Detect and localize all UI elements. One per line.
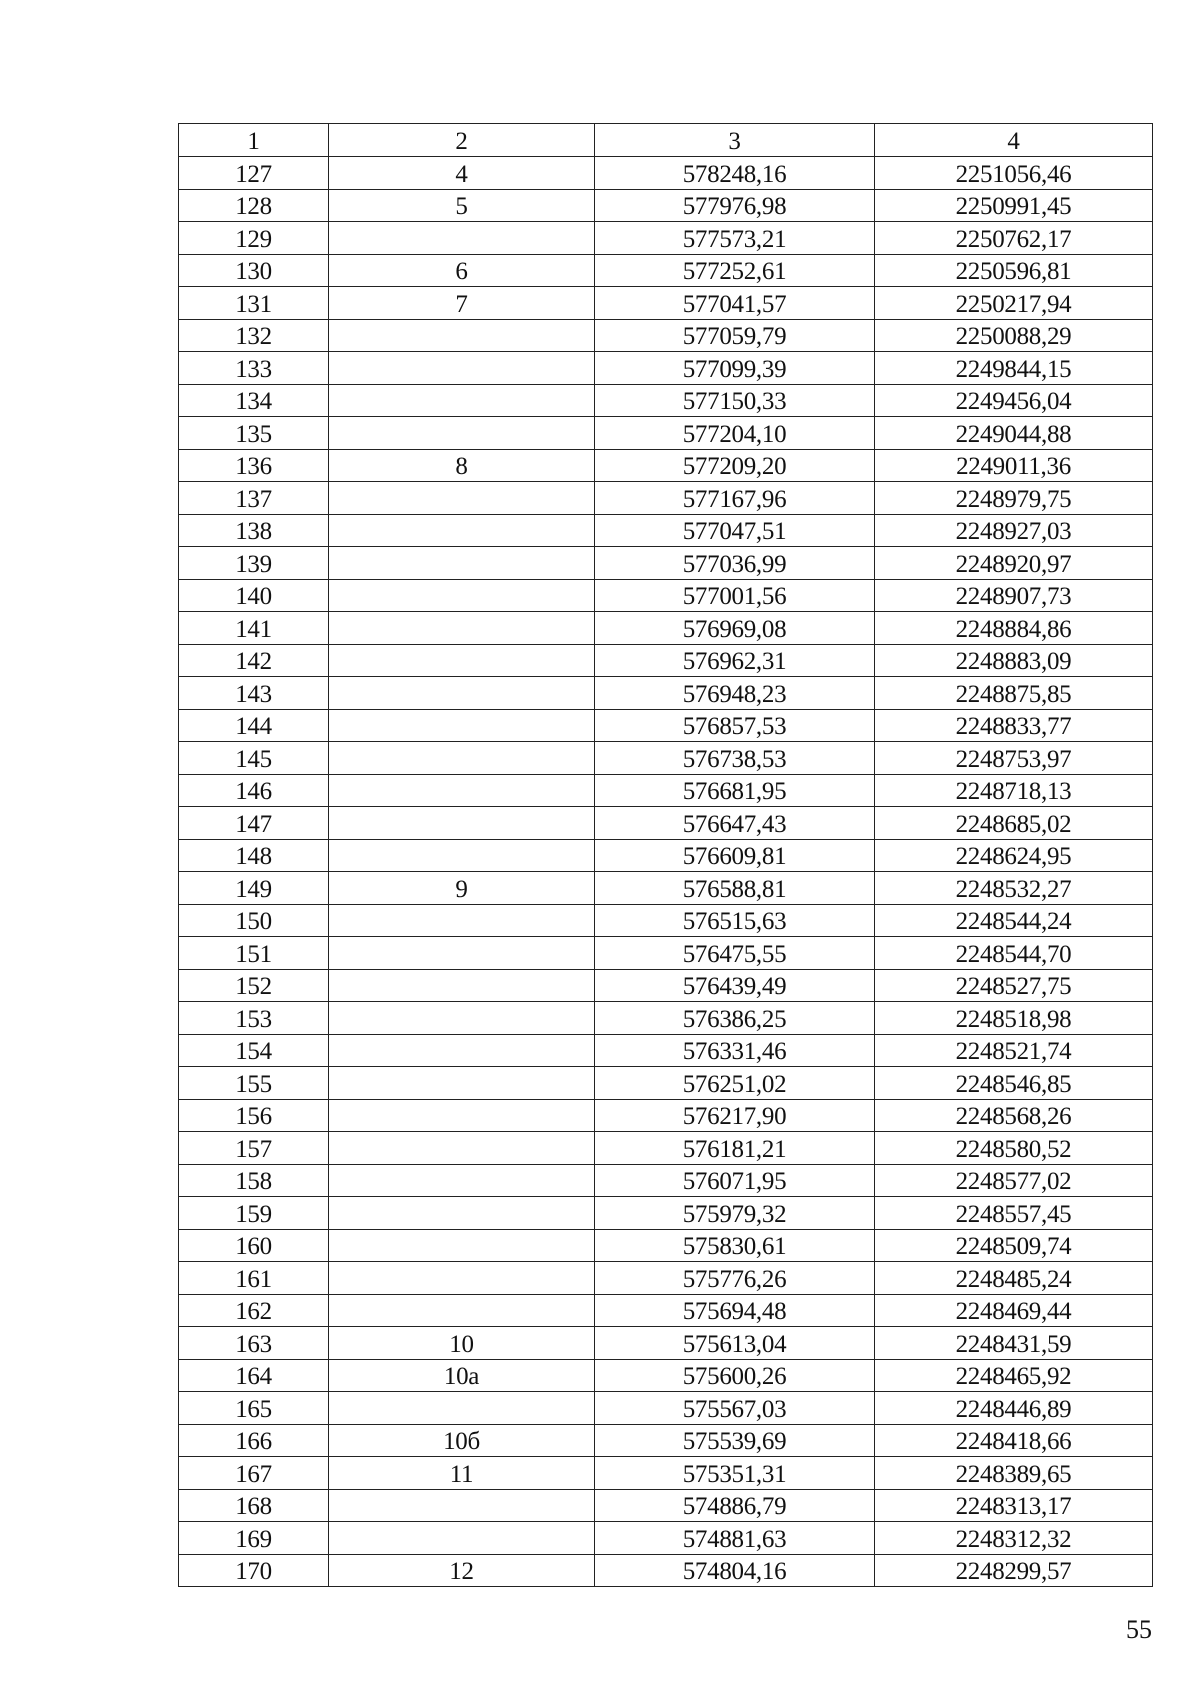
- point-number-cell: 133: [179, 352, 329, 385]
- point-number-cell: 136: [179, 449, 329, 482]
- table-row: [179, 254, 1153, 287]
- marker-cell: [329, 319, 595, 352]
- coordinate-y-cell: 2250762,17: [875, 222, 1153, 255]
- coordinate-y-cell: 2250991,45: [875, 189, 1153, 222]
- coordinate-x-cell: 575613,04: [595, 1327, 875, 1360]
- table-row: [179, 514, 1153, 547]
- table-row: [179, 774, 1153, 807]
- point-number-cell: 163: [179, 1327, 329, 1360]
- marker-cell: [329, 1229, 595, 1262]
- coordinate-y-cell: 2248544,24: [875, 904, 1153, 937]
- coordinate-x-cell: 576439,49: [595, 969, 875, 1002]
- point-number-cell: 149: [179, 872, 329, 905]
- marker-cell: [329, 417, 595, 450]
- marker-cell: [329, 969, 595, 1002]
- coordinate-y-cell: 2249456,04: [875, 384, 1153, 417]
- table-row: [179, 1099, 1153, 1132]
- point-number-cell: 143: [179, 677, 329, 710]
- coordinate-y-cell: 2248927,03: [875, 514, 1153, 547]
- table-row: [179, 1327, 1153, 1360]
- coordinate-x-cell: 576738,53: [595, 742, 875, 775]
- point-number-cell: 155: [179, 1067, 329, 1100]
- coordinate-x-cell: 574886,79: [595, 1489, 875, 1522]
- coordinate-x-cell: 578248,16: [595, 157, 875, 190]
- table-row: [179, 644, 1153, 677]
- coordinate-x-cell: 576181,21: [595, 1132, 875, 1165]
- marker-cell: [329, 514, 595, 547]
- coordinate-x-cell: 576386,25: [595, 1002, 875, 1035]
- point-number-cell: 147: [179, 807, 329, 840]
- marker-cell: [329, 1197, 595, 1230]
- coordinate-x-cell: 577209,20: [595, 449, 875, 482]
- table-row: [179, 677, 1153, 710]
- coordinate-y-cell: 2248465,92: [875, 1359, 1153, 1392]
- point-number-cell: 132: [179, 319, 329, 352]
- coordinate-y-cell: 2248568,26: [875, 1099, 1153, 1132]
- point-number-cell: 153: [179, 1002, 329, 1035]
- marker-cell: 4: [329, 157, 595, 190]
- point-number-cell: 137: [179, 482, 329, 515]
- table-row: [179, 1034, 1153, 1067]
- point-number-cell: 162: [179, 1294, 329, 1327]
- coordinate-y-cell: 2248313,17: [875, 1489, 1153, 1522]
- point-number-cell: 135: [179, 417, 329, 450]
- table-row: [179, 807, 1153, 840]
- coordinate-x-cell: 576857,53: [595, 709, 875, 742]
- coordinate-x-cell: 576217,90: [595, 1099, 875, 1132]
- coordinate-x-cell: 576475,55: [595, 937, 875, 970]
- coordinate-x-cell: 576331,46: [595, 1034, 875, 1067]
- coordinate-x-cell: 575567,03: [595, 1392, 875, 1425]
- marker-cell: [329, 1034, 595, 1067]
- header-row: [179, 124, 1153, 157]
- point-number-cell: 151: [179, 937, 329, 970]
- coordinate-x-cell: 575539,69: [595, 1424, 875, 1457]
- coordinate-y-cell: 2248527,75: [875, 969, 1153, 1002]
- point-number-cell: 138: [179, 514, 329, 547]
- coordinate-y-cell: 2250217,94: [875, 287, 1153, 320]
- marker-cell: [329, 1164, 595, 1197]
- point-number-cell: 156: [179, 1099, 329, 1132]
- coordinate-x-cell: 577047,51: [595, 514, 875, 547]
- coordinate-y-cell: 2248418,66: [875, 1424, 1153, 1457]
- coordinate-x-cell: 576515,63: [595, 904, 875, 937]
- table-row: [179, 839, 1153, 872]
- marker-cell: 10: [329, 1327, 595, 1360]
- table-row: [179, 612, 1153, 645]
- coordinate-y-cell: 2248521,74: [875, 1034, 1153, 1067]
- marker-cell: [329, 1099, 595, 1132]
- table-row: [179, 157, 1153, 190]
- marker-cell: 12: [329, 1554, 595, 1587]
- coordinate-y-cell: 2250088,29: [875, 319, 1153, 352]
- coordinate-x-cell: 577204,10: [595, 417, 875, 450]
- column-header-4: 4: [875, 124, 1153, 157]
- marker-cell: [329, 677, 595, 710]
- point-number-cell: 161: [179, 1262, 329, 1295]
- marker-cell: [329, 709, 595, 742]
- marker-cell: [329, 937, 595, 970]
- coordinate-x-cell: 577036,99: [595, 547, 875, 580]
- marker-cell: [329, 807, 595, 840]
- coordinate-x-cell: 576647,43: [595, 807, 875, 840]
- marker-cell: 7: [329, 287, 595, 320]
- coordinates-table: [178, 123, 1153, 1587]
- marker-cell: [329, 352, 595, 385]
- marker-cell: 10а: [329, 1359, 595, 1392]
- point-number-cell: 159: [179, 1197, 329, 1230]
- marker-cell: [329, 384, 595, 417]
- coordinate-y-cell: 2248718,13: [875, 774, 1153, 807]
- coordinate-x-cell: 577573,21: [595, 222, 875, 255]
- point-number-cell: 144: [179, 709, 329, 742]
- table-row: [179, 872, 1153, 905]
- coordinate-x-cell: 577059,79: [595, 319, 875, 352]
- point-number-cell: 139: [179, 547, 329, 580]
- coordinate-y-cell: 2248833,77: [875, 709, 1153, 742]
- coordinate-x-cell: 575351,31: [595, 1457, 875, 1490]
- coordinate-x-cell: 577099,39: [595, 352, 875, 385]
- coordinate-y-cell: 2248312,32: [875, 1522, 1153, 1555]
- table-row: [179, 222, 1153, 255]
- table-row: [179, 1002, 1153, 1035]
- column-header-2: 2: [329, 124, 595, 157]
- marker-cell: [329, 579, 595, 612]
- table-row: [179, 1067, 1153, 1100]
- coordinate-y-cell: 2248446,89: [875, 1392, 1153, 1425]
- coordinate-x-cell: 577150,33: [595, 384, 875, 417]
- point-number-cell: 129: [179, 222, 329, 255]
- coordinate-x-cell: 576609,81: [595, 839, 875, 872]
- coordinate-x-cell: 576948,23: [595, 677, 875, 710]
- point-number-cell: 160: [179, 1229, 329, 1262]
- marker-cell: [329, 547, 595, 580]
- coordinate-x-cell: 575694,48: [595, 1294, 875, 1327]
- table-body: [179, 157, 1153, 1587]
- marker-cell: [329, 1294, 595, 1327]
- table-row: [179, 384, 1153, 417]
- table-row: [179, 189, 1153, 222]
- point-number-cell: 166: [179, 1424, 329, 1457]
- table-row: [179, 1489, 1153, 1522]
- table-row: [179, 417, 1153, 450]
- point-number-cell: 169: [179, 1522, 329, 1555]
- point-number-cell: 167: [179, 1457, 329, 1490]
- coordinate-x-cell: 577041,57: [595, 287, 875, 320]
- coordinate-y-cell: 2248469,44: [875, 1294, 1153, 1327]
- coordinate-x-cell: 577252,61: [595, 254, 875, 287]
- coordinate-y-cell: 2248557,45: [875, 1197, 1153, 1230]
- coordinate-x-cell: 577001,56: [595, 579, 875, 612]
- coordinate-y-cell: 2248509,74: [875, 1229, 1153, 1262]
- coordinate-x-cell: 576588,81: [595, 872, 875, 905]
- point-number-cell: 158: [179, 1164, 329, 1197]
- table-row: [179, 1522, 1153, 1555]
- table-row: [179, 1262, 1153, 1295]
- marker-cell: [329, 1132, 595, 1165]
- coordinate-y-cell: 2248518,98: [875, 1002, 1153, 1035]
- marker-cell: 8: [329, 449, 595, 482]
- point-number-cell: 134: [179, 384, 329, 417]
- coordinate-y-cell: 2248979,75: [875, 482, 1153, 515]
- table-row: [179, 1229, 1153, 1262]
- coordinate-x-cell: 575776,26: [595, 1262, 875, 1295]
- marker-cell: 5: [329, 189, 595, 222]
- marker-cell: [329, 904, 595, 937]
- table-row: [179, 547, 1153, 580]
- coordinate-y-cell: 2250596,81: [875, 254, 1153, 287]
- table-row: [179, 1197, 1153, 1230]
- table-row: [179, 449, 1153, 482]
- coordinate-y-cell: 2248685,02: [875, 807, 1153, 840]
- table-row: [179, 579, 1153, 612]
- coordinate-y-cell: 2248624,95: [875, 839, 1153, 872]
- coordinate-x-cell: 577976,98: [595, 189, 875, 222]
- marker-cell: [329, 1002, 595, 1035]
- coordinate-x-cell: 575830,61: [595, 1229, 875, 1262]
- coordinate-y-cell: 2248907,73: [875, 579, 1153, 612]
- point-number-cell: 141: [179, 612, 329, 645]
- marker-cell: [329, 222, 595, 255]
- table-header: [179, 124, 1153, 157]
- coordinate-x-cell: 574881,63: [595, 1522, 875, 1555]
- coordinate-y-cell: 2249011,36: [875, 449, 1153, 482]
- marker-cell: [329, 774, 595, 807]
- coordinate-y-cell: 2248580,52: [875, 1132, 1153, 1165]
- table-row: [179, 1294, 1153, 1327]
- point-number-cell: 150: [179, 904, 329, 937]
- coordinate-y-cell: 2248485,24: [875, 1262, 1153, 1295]
- marker-cell: 10б: [329, 1424, 595, 1457]
- table-row: [179, 1359, 1153, 1392]
- coordinate-y-cell: 2248546,85: [875, 1067, 1153, 1100]
- coordinate-y-cell: 2248753,97: [875, 742, 1153, 775]
- table-row: [179, 287, 1153, 320]
- coordinate-y-cell: 2248299,57: [875, 1554, 1153, 1587]
- coordinate-y-cell: 2251056,46: [875, 157, 1153, 190]
- table-row: [179, 352, 1153, 385]
- point-number-cell: 148: [179, 839, 329, 872]
- coordinate-y-cell: 2248884,86: [875, 612, 1153, 645]
- point-number-cell: 142: [179, 644, 329, 677]
- table-row: [179, 1457, 1153, 1490]
- coordinate-y-cell: 2248875,85: [875, 677, 1153, 710]
- table-row: [179, 709, 1153, 742]
- marker-cell: 9: [329, 872, 595, 905]
- coordinate-y-cell: 2248389,65: [875, 1457, 1153, 1490]
- marker-cell: [329, 1522, 595, 1555]
- coordinate-x-cell: 575600,26: [595, 1359, 875, 1392]
- point-number-cell: 165: [179, 1392, 329, 1425]
- point-number-cell: 128: [179, 189, 329, 222]
- marker-cell: 11: [329, 1457, 595, 1490]
- coordinate-y-cell: 2248544,70: [875, 937, 1153, 970]
- point-number-cell: 157: [179, 1132, 329, 1165]
- marker-cell: [329, 1067, 595, 1100]
- coordinate-y-cell: 2249044,88: [875, 417, 1153, 450]
- point-number-cell: 154: [179, 1034, 329, 1067]
- point-number-cell: 152: [179, 969, 329, 1002]
- coordinate-x-cell: 576962,31: [595, 644, 875, 677]
- table-row: [179, 937, 1153, 970]
- coordinate-x-cell: 576681,95: [595, 774, 875, 807]
- point-number-cell: 164: [179, 1359, 329, 1392]
- coordinate-x-cell: 575979,32: [595, 1197, 875, 1230]
- coordinate-x-cell: 576969,08: [595, 612, 875, 645]
- coordinate-y-cell: 2248577,02: [875, 1164, 1153, 1197]
- coordinate-x-cell: 576251,02: [595, 1067, 875, 1100]
- coordinate-x-cell: 574804,16: [595, 1554, 875, 1587]
- table-row: [179, 1132, 1153, 1165]
- marker-cell: [329, 644, 595, 677]
- table-row: [179, 969, 1153, 1002]
- point-number-cell: 168: [179, 1489, 329, 1522]
- marker-cell: 6: [329, 254, 595, 287]
- coordinate-y-cell: 2248920,97: [875, 547, 1153, 580]
- coordinate-y-cell: 2248532,27: [875, 872, 1153, 905]
- coordinate-x-cell: 577167,96: [595, 482, 875, 515]
- point-number-cell: 131: [179, 287, 329, 320]
- point-number-cell: 140: [179, 579, 329, 612]
- point-number-cell: 146: [179, 774, 329, 807]
- column-header-3: 3: [595, 124, 875, 157]
- page-number: 55: [1126, 1615, 1152, 1644]
- table-row: [179, 904, 1153, 937]
- marker-cell: [329, 482, 595, 515]
- point-number-cell: 145: [179, 742, 329, 775]
- table-row: [179, 1554, 1153, 1587]
- marker-cell: [329, 1392, 595, 1425]
- table-row: [179, 1164, 1153, 1197]
- marker-cell: [329, 1489, 595, 1522]
- document-page: [178, 123, 1152, 1587]
- table-row: [179, 1392, 1153, 1425]
- marker-cell: [329, 839, 595, 872]
- coordinate-y-cell: 2248431,59: [875, 1327, 1153, 1360]
- marker-cell: [329, 612, 595, 645]
- coordinate-x-cell: 576071,95: [595, 1164, 875, 1197]
- marker-cell: [329, 742, 595, 775]
- table-row: [179, 319, 1153, 352]
- coordinate-y-cell: 2248883,09: [875, 644, 1153, 677]
- table-row: [179, 482, 1153, 515]
- table-row: [179, 742, 1153, 775]
- marker-cell: [329, 1262, 595, 1295]
- column-header-1: 1: [179, 124, 329, 157]
- point-number-cell: 170: [179, 1554, 329, 1587]
- coordinate-y-cell: 2249844,15: [875, 352, 1153, 385]
- table-row: [179, 1424, 1153, 1457]
- point-number-cell: 130: [179, 254, 329, 287]
- point-number-cell: 127: [179, 157, 329, 190]
